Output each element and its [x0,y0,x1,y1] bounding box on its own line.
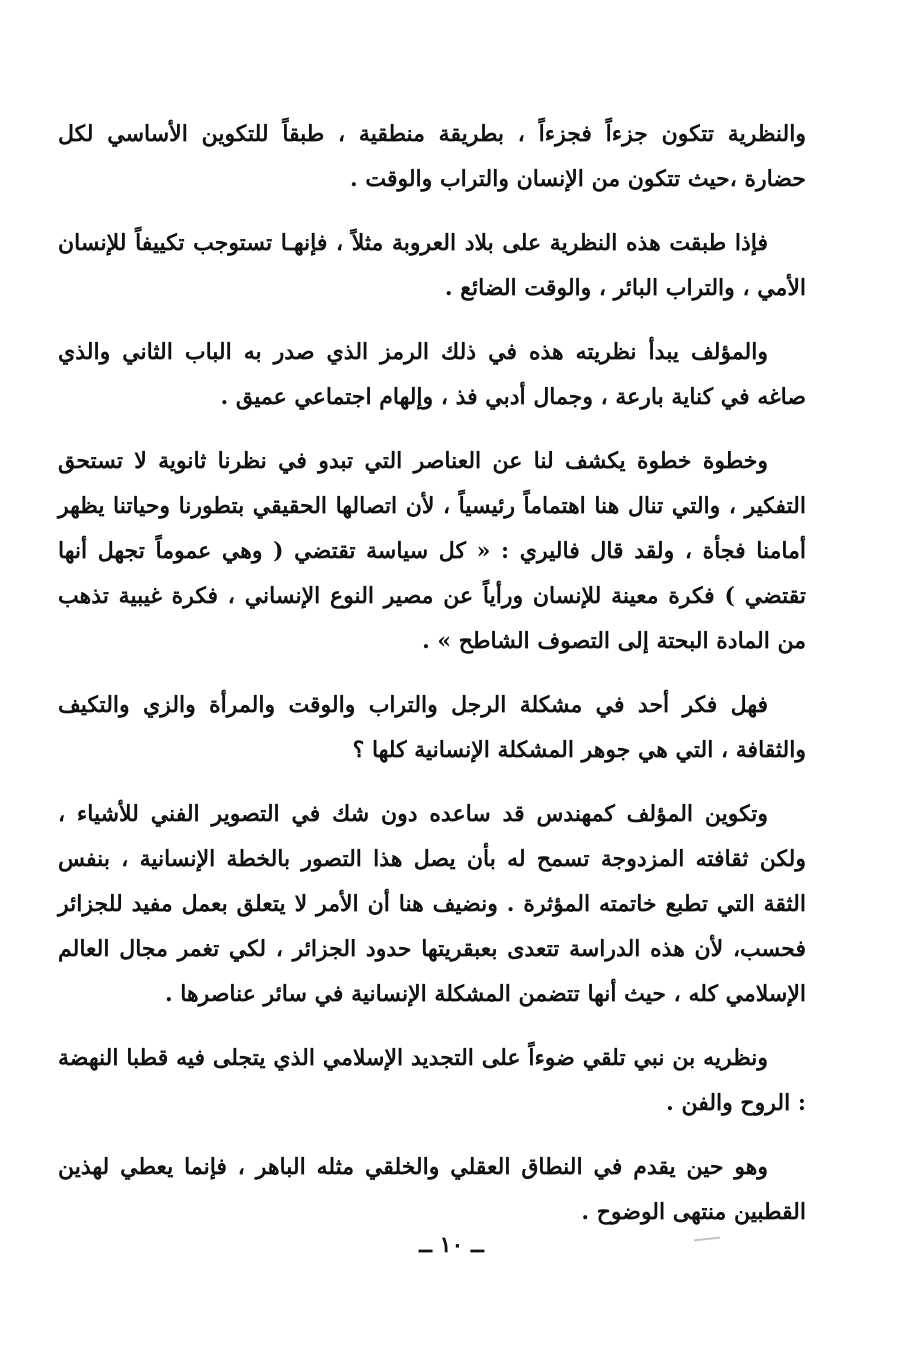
paragraph-6: وتكوين المؤلف كمهندس قد ساعده دون شك في التصوير الفني للأشياء ، ولكن ثقافته المزدوجة تسمح له بأن يصل هذا التصور بالخطة الإنسانية ، بنفس الثقة التي تطبع خاتمته المؤثرة . ونضيف هنا أن الأمر لا يتعلق بعمل مفيد للجزائر فحسب، لأن هذه الدراسة تتعدى بعبقريتها حدود الجزائر ، لكي تغمر مجال العالم الإسلامي كله ، حيث أنها تتضمن المشكلة الإنسانية في سائر عناصرها . [58,801,806,1007]
paragraph-4: وخطوة خطوة يكشف لنا عن العناصر التي تبدو في نظرنا ثانوية لا تستحق التفكير ، والتي تنال هنا اهتماماً رئيسياً ، لأن اتصالها الحقيقي بتطورنا وحياتنا يظهر أمامنا فجأة ، ولقد قال فاليري : « كل سياسة تقتضي ( وهي عموماً تجهل أنها تقتضي ) فكرة معينة للإنسان ورأياً عن مصير النوع الإنساني ، فكرة غيبية تذهب من المادة البحتة إلى التصوف الشاطح » . [58,448,806,654]
page-body [58,112,806,1254]
paragraph-1: والنظرية تتكون جزءاً فجزءاً ، بطريقة منطقية ، طبقاً للتكوين الأساسي لكل حضارة ،حيث تتكون من الإنسان والتراب والوقت . [58,121,806,192]
page-number: ــ ١٠ ــ [419,1232,484,1258]
paragraph-8: وهو حين يقدم في النطاق العقلي والخلقي مثله الباهر ، فإنما يعطي لهذين القطبين منتهى الوضوح . [58,1154,806,1225]
paragraph-2: فإذا طبقت هذه النظرية على بلاد العروبة مثلاً ، فإنهـا تستوجب تكييفاً للإنسان الأمي ، والتراب البائر ، والوقت الضائع . [58,230,806,301]
paragraph-3: والمؤلف يبدأ نظريته هذه في ذلك الرمز الذي صدر به الباب الثاني والذي صاغه في كناية بارعة ، وجمال أدبي فذ ، وإلهام اجتماعي عميق . [58,339,806,410]
paragraph-5: فهل فكر أحد في مشكلة الرجل والتراب والوقت والمرأة والزي والتكيف والثقافة ، التي هي جوهر المشكلة الإنسانية كلها ؟ [58,692,806,763]
paragraph-7: ونظريه بن نبي تلقي ضوءاً على التجديد الإسلامي الذي يتجلى فيه قطبا النهضة : الروح والفن . [58,1045,806,1116]
